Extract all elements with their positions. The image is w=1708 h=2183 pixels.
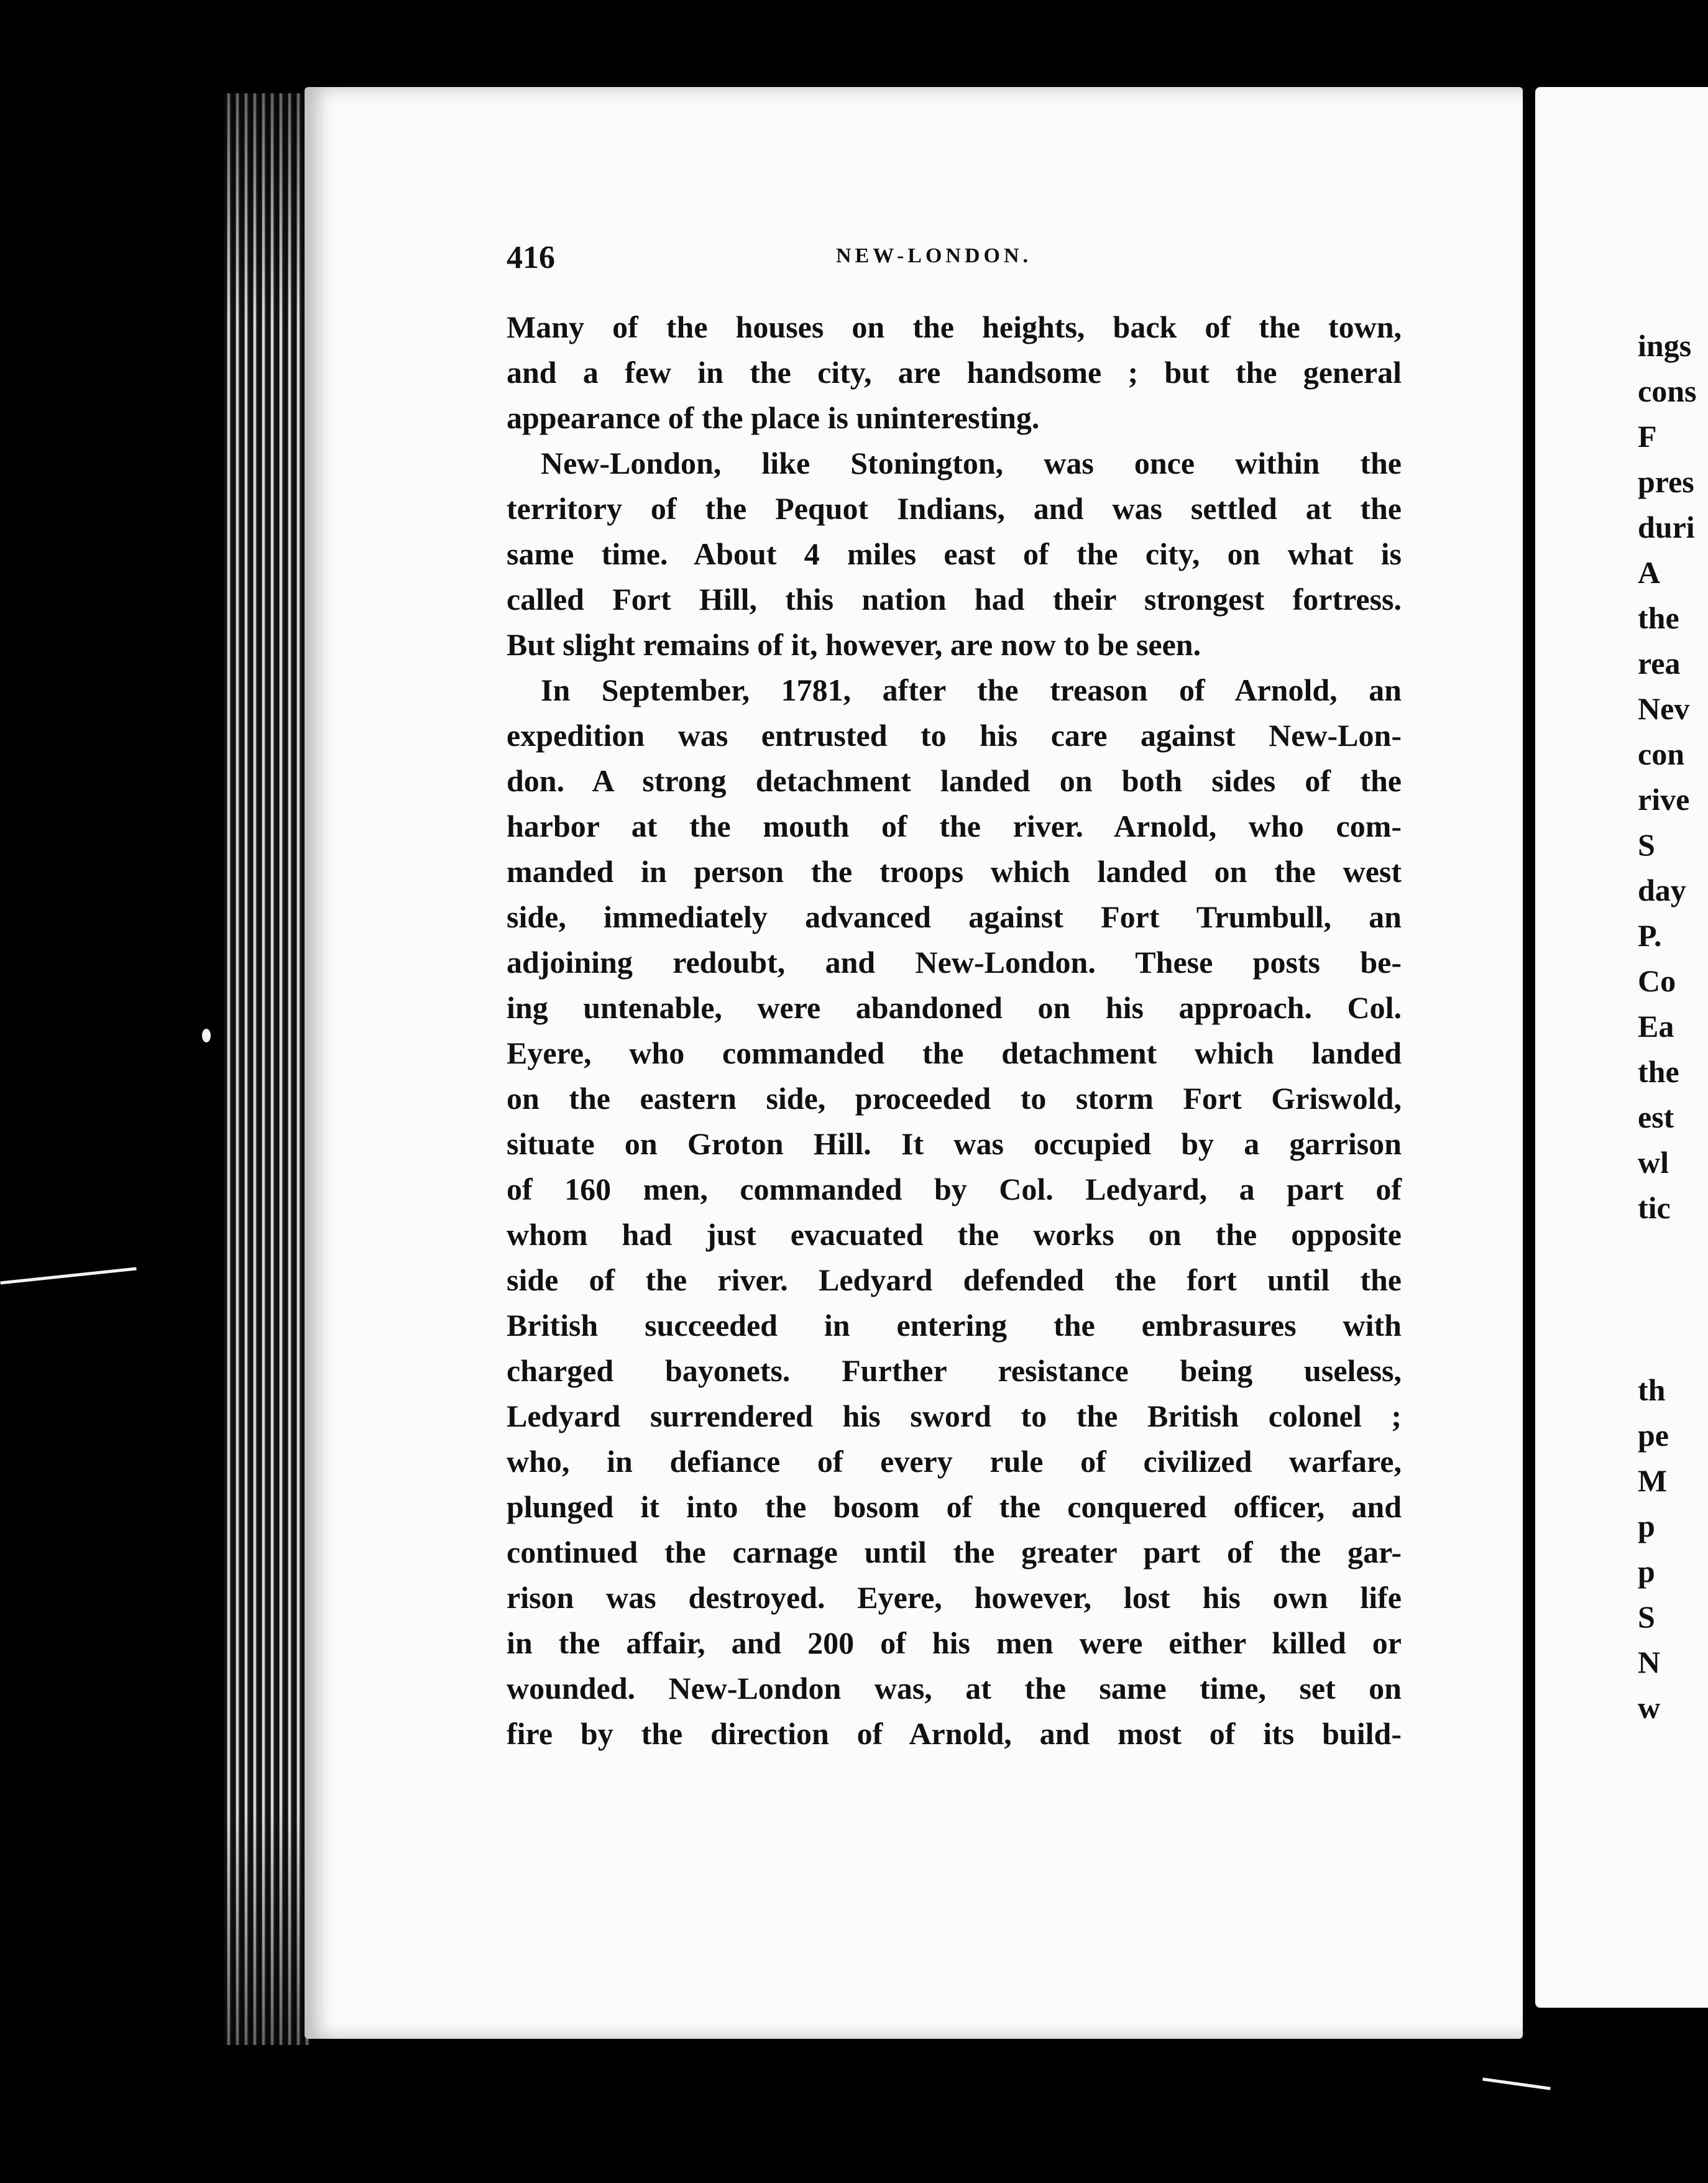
facing-fragment: ings (1638, 328, 1692, 363)
text-line: fire by the direction of Arnold, and most of its build- (507, 1716, 1402, 1751)
facing-fragment: pres (1638, 464, 1694, 499)
text-line: of 160 men, commanded by Col. Ledyard, a part of (507, 1172, 1402, 1206)
text-line: who, in defiance of every rule of civilized warfare, (507, 1444, 1402, 1479)
facing-fragment: S (1638, 827, 1655, 862)
text-line: continued the carnage until the greater part of the gar- (507, 1535, 1402, 1569)
text-line: on the eastern side, proceeded to storm Fort Griswold, (507, 1081, 1402, 1116)
facing-fragment: cons (1638, 374, 1697, 408)
facing-fragment: rea (1638, 646, 1681, 681)
text-line: rison was destroyed. Eyere, however, lost his own life (507, 1580, 1402, 1615)
text-line: Many of the houses on the heights, back of the town, (507, 310, 1402, 344)
facing-fragment: P. (1638, 918, 1662, 953)
text-line: in the affair, and 200 of his men were either killed or (507, 1625, 1402, 1660)
text-line: adjoining redoubt, and New-London. These posts be- (507, 945, 1402, 980)
text-line: wounded. New-London was, at the same time, set on (507, 1671, 1402, 1706)
facing-fragment: est (1638, 1100, 1674, 1134)
facing-fragment: wl (1638, 1145, 1669, 1180)
facing-fragment: p (1638, 1554, 1655, 1589)
facing-page-text (1638, 323, 1708, 1730)
text-line: side, immediately advanced against Fort Trumbull, an (507, 899, 1402, 934)
text-line: harbor at the mouth of the river. Arnold, who com- (507, 809, 1402, 843)
text-line: territory of the Pequot Indians, and was settled at the (507, 491, 1402, 526)
text-line: plunged it into the bosom of the conquered officer, and (507, 1489, 1402, 1524)
facing-fragment: rive (1638, 782, 1690, 817)
text-line: ing untenable, were abandoned on his approach. Col. (507, 990, 1402, 1025)
text-line: called Fort Hill, this nation had their strongest fortress. (507, 582, 1402, 617)
text-line: same time. About 4 miles east of the city, on what is (507, 536, 1402, 571)
text-line: Eyere, who commanded the detachment which landed (507, 1036, 1402, 1070)
text-line: expedition was entrusted to his care against New-Lon- (507, 718, 1402, 753)
facing-fragment: N (1638, 1645, 1661, 1680)
facing-fragment: Co (1638, 963, 1676, 998)
facing-fragment: p (1638, 1509, 1655, 1543)
facing-fragment: tic (1638, 1190, 1671, 1225)
page-edges (224, 93, 311, 2045)
text-line: and a few in the city, are handsome ; but the general (507, 355, 1402, 390)
facing-fragment: w (1638, 1690, 1661, 1725)
facing-fragment: S (1638, 1599, 1655, 1634)
text-line: New-London, like Stonington, was once within the (541, 446, 1402, 480)
page-number: 416 (507, 240, 555, 275)
facing-fragment: duri (1638, 510, 1695, 545)
facing-fragment: F (1638, 419, 1657, 454)
facing-fragment: con (1638, 737, 1684, 771)
scan-artifact (0, 1267, 136, 1285)
scan-artifact (202, 1029, 211, 1042)
text-line: Ledyard surrendered his sword to the British colonel ; (507, 1399, 1402, 1433)
text-line: In September, 1781, after the treason of Arnold, an (541, 673, 1402, 707)
facing-fragment: Ea (1638, 1009, 1674, 1044)
facing-fragment: the (1638, 1054, 1679, 1089)
facing-fragment: Nev (1638, 691, 1690, 726)
running-title: NEW-LONDON. (836, 244, 1032, 267)
text-line: whom had just evacuated the works on the opposite (507, 1217, 1402, 1252)
facing-fragment: th (1638, 1372, 1666, 1407)
facing-fragment: the (1638, 600, 1679, 635)
facing-fragment: M (1638, 1463, 1668, 1498)
text-line: British succeeded in entering the embrasures with (507, 1308, 1402, 1343)
text-line: side of the river. Ledyard defended the fort until the (507, 1262, 1402, 1297)
scan-artifact (1482, 2077, 1551, 2090)
facing-fragment: pe (1638, 1418, 1669, 1453)
text-line: situate on Groton Hill. It was occupied by a garrison (507, 1126, 1402, 1161)
text-line: appearance of the place is uninteresting. (507, 400, 1040, 435)
text-line: manded in person the troops which landed on the west (507, 854, 1402, 889)
facing-fragment: day (1638, 873, 1686, 908)
facing-fragment: A (1638, 555, 1661, 590)
text-line: don. A strong detachment landed on both sides of the (507, 763, 1402, 798)
text-line: But slight remains of it, however, are now to be seen. (507, 627, 1201, 662)
text-line: charged bayonets. Further resistance being useless, (507, 1353, 1402, 1388)
body-text (507, 305, 1402, 1757)
running-head (507, 239, 1402, 283)
